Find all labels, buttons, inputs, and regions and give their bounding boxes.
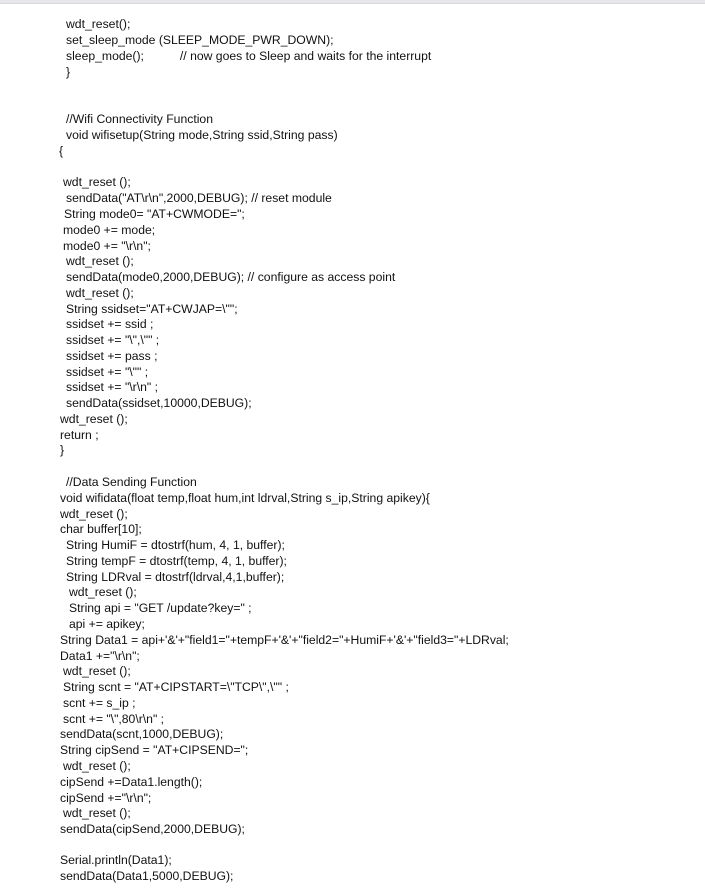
code-line: wdt_reset (); [63,806,131,820]
code-line: cipSend +=Data1.length(); [60,775,203,789]
code-segment: sleep_mode(); [66,49,144,63]
code-comment: //Wifi Connectivity Function [66,112,213,126]
code-line: void wifidata(float temp,float hum,int ldrval,String s_ip,String apikey){ [60,491,430,505]
code-line: ssidset += pass ; [66,349,158,363]
code-line: sendData("AT\r\n",2000,DEBUG); // reset module [66,191,332,205]
code-line: api += apikey; [69,617,145,631]
code-line: char buffer[10]; [60,522,142,536]
code-line: set_sleep_mode (SLEEP_MODE_PWR_DOWN); [66,33,334,47]
code-line: wdt_reset (); [63,759,131,773]
code-line: void wifisetup(String mode,String ssid,String pass) [66,128,338,142]
code-line: ssidset += ssid ; [66,317,154,331]
code-line: } [60,443,65,457]
code-line: wdt_reset (); [66,254,134,268]
code-line: String mode0= "AT+CWMODE="; [64,207,245,221]
code-line: sendData(mode0,2000,DEBUG); // configure as access point [66,270,396,284]
code-line: wdt_reset (); [69,585,137,599]
code-line: String ssidset="AT+CWJAP=\""; [66,302,238,316]
code-line: sendData(cipSend,2000,DEBUG); [60,822,245,836]
code-line: String Data1 = api+'&'+"field1="+tempF+'&'+"field2="+HumiF+'&'+"field3="+LDRval; [60,633,509,647]
code-line: sendData(scnt,1000,DEBUG); [60,727,224,741]
code-line: scnt += s_ip ; [63,696,136,710]
code-line: } [66,65,71,79]
code-line: Data1 +="\r\n"; [60,649,140,663]
code-comment: //Data Sending Function [66,475,197,489]
code-line: wdt_reset (); [60,507,128,521]
code-line: String LDRval = dtostrf(ldrval,4,1,buffer); [66,570,285,584]
code-line: wdt_reset (); [63,664,131,678]
code-line: ssidset += "\r\n" ; [66,380,158,394]
code-line: mode0 += mode; [63,223,156,237]
code-line: String scnt = "AT+CIPSTART=\"TCP\",\"" ; [63,680,289,694]
code-line: scnt += "\",80\r\n" ; [63,712,165,726]
code-line: ssidset += "\"" ; [66,365,149,379]
code-line: sendData(Data1,5000,DEBUG); [60,869,234,883]
code-line: String tempF = dtostrf(temp, 4, 1, buffer); [66,554,287,568]
code-line: Serial.println(Data1); [60,853,172,867]
code-line: wdt_reset (); [63,175,131,189]
code-comment: // now goes to Sleep and waits for the interrupt [179,49,432,63]
code-line: mode0 += "\r\n"; [63,239,151,253]
code-line: return ; [60,428,99,442]
code-line: String cipSend = "AT+CIPSEND="; [60,743,249,757]
code-line [66,49,431,64]
code-line: cipSend +="\r\n"; [60,791,152,805]
code-line: ssidset += "\",\"" ; [66,333,160,347]
code-line: String HumiF = dtostrf(hum, 4, 1, buffer); [66,538,285,552]
code-line: { [59,144,64,158]
code-line: String api = "GET /update?key=" ; [69,601,252,615]
code-line: wdt_reset(); [66,17,131,31]
code-line: wdt_reset (); [66,286,134,300]
code-line: wdt_reset (); [60,412,128,426]
code-line: sendData(ssidset,10000,DEBUG); [66,396,252,410]
